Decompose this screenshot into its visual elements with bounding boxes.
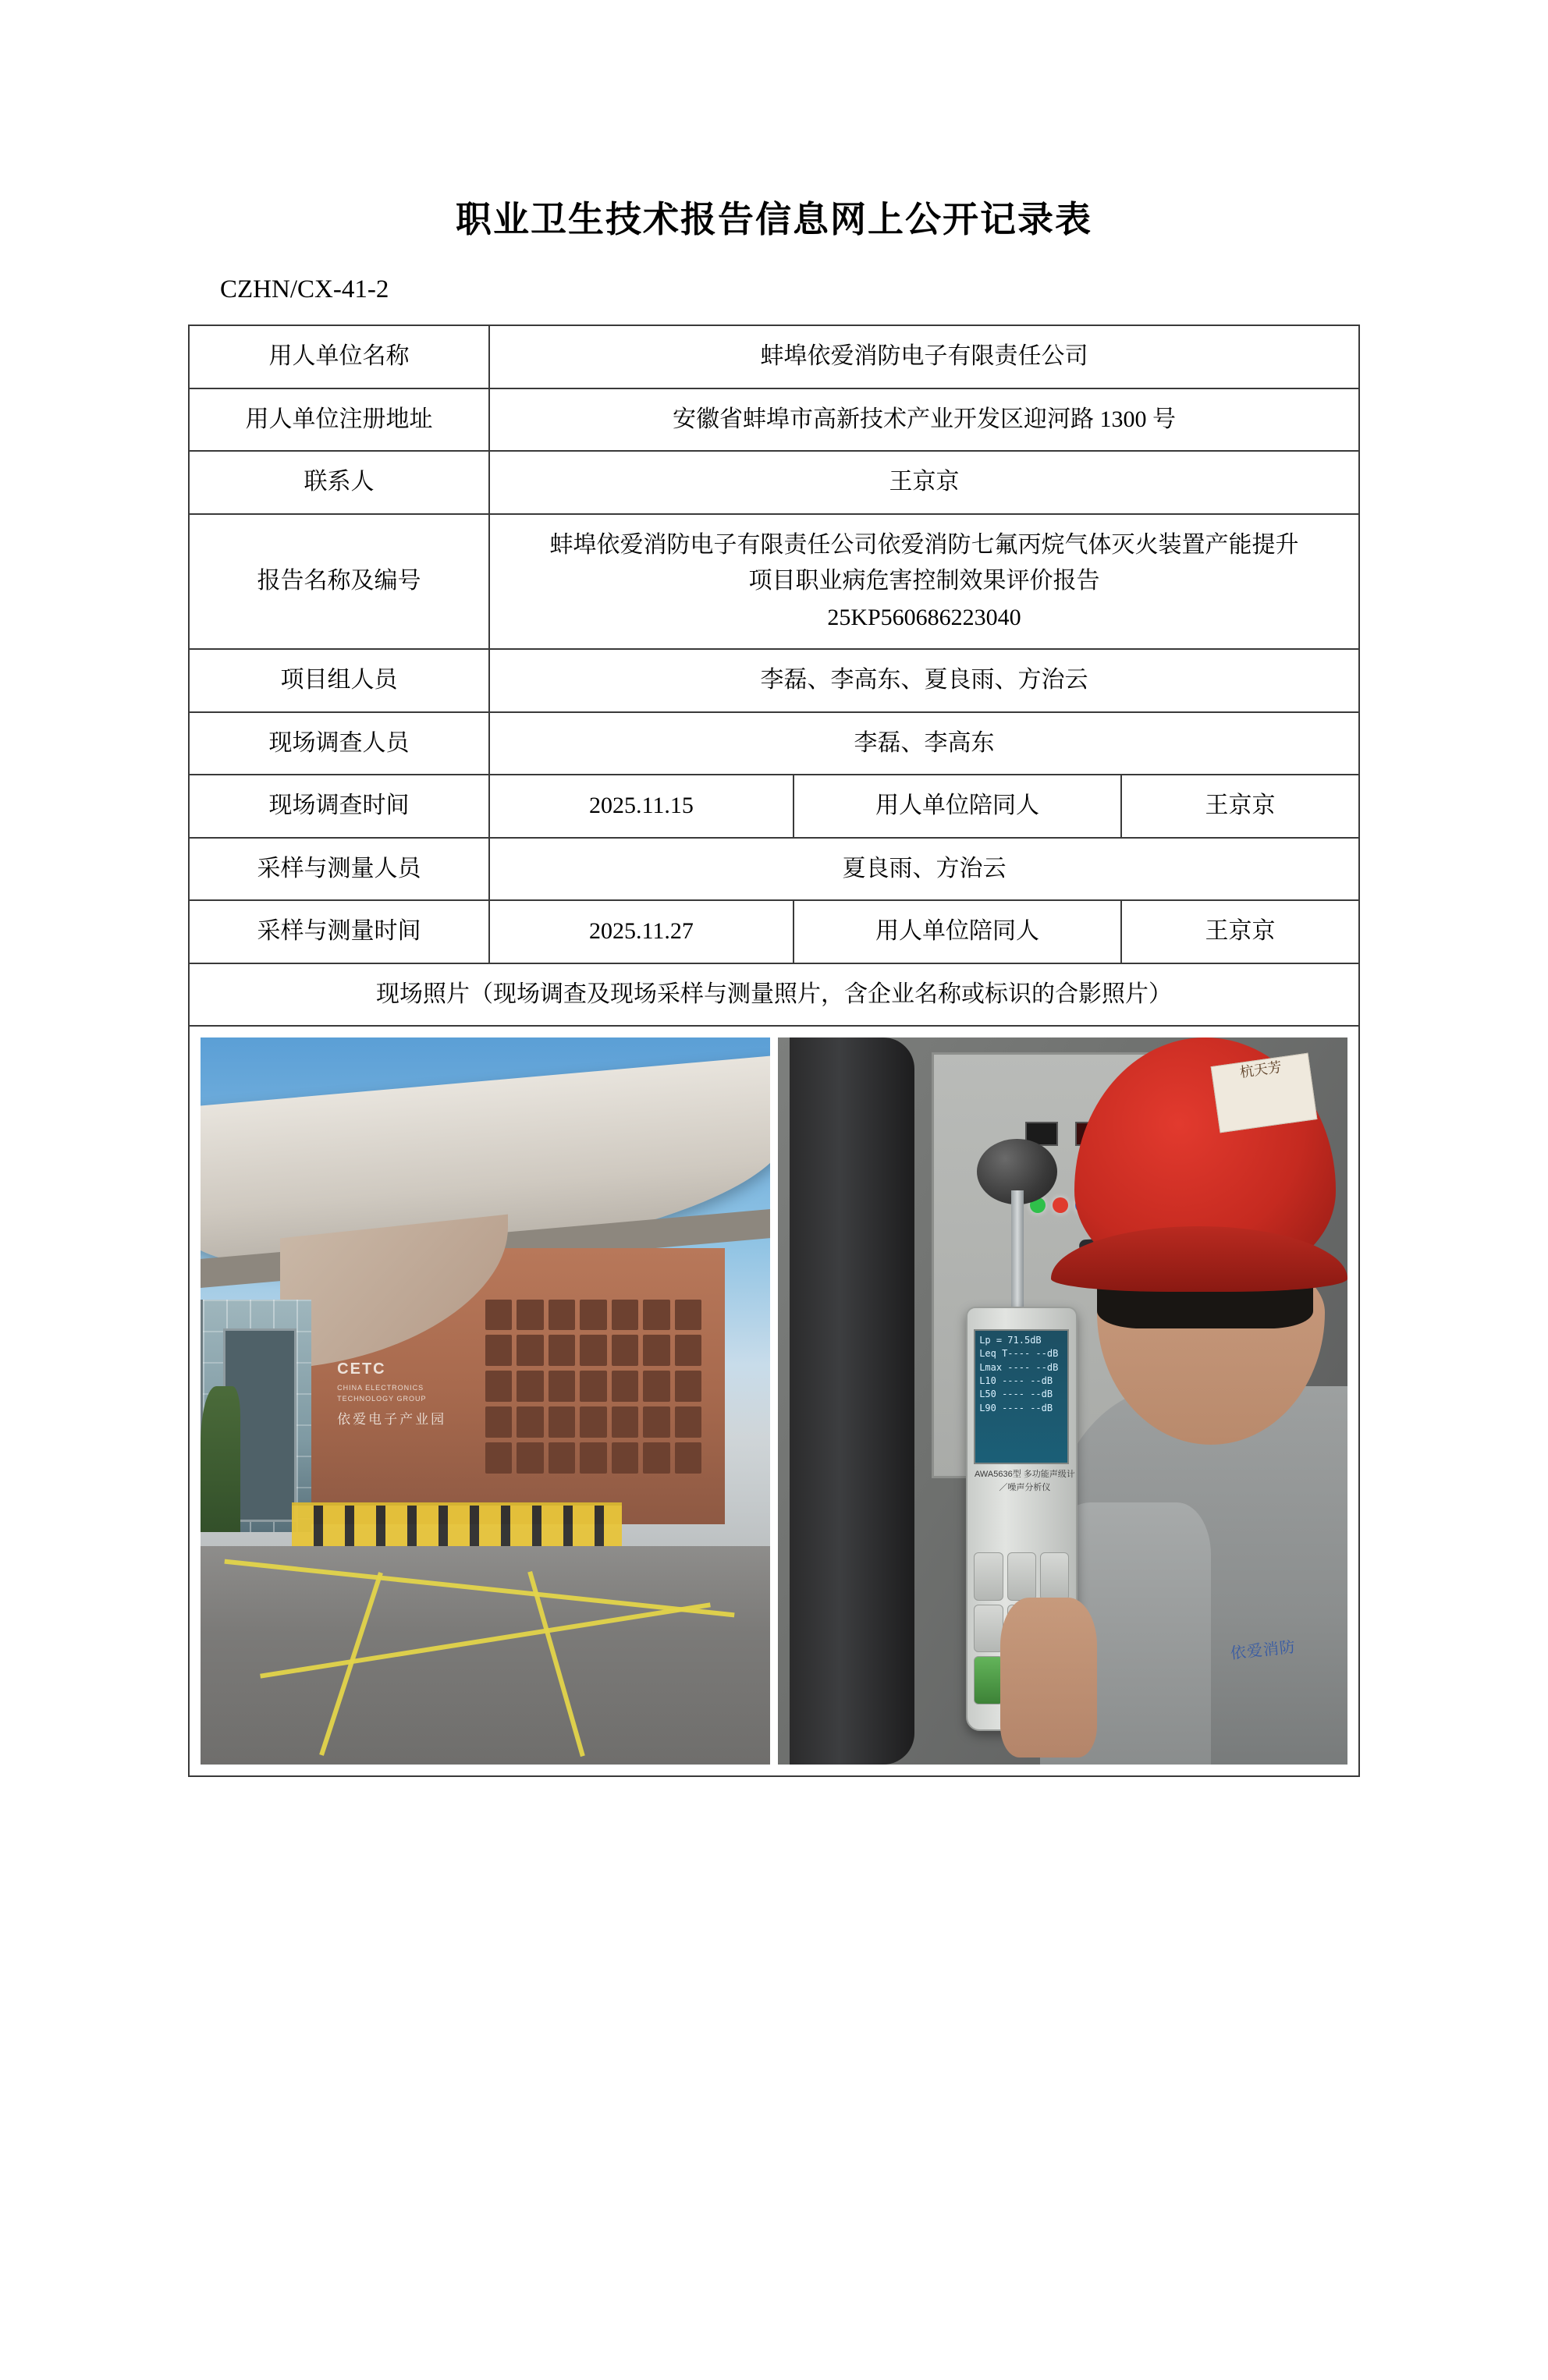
table-row [189, 900, 1359, 963]
sampling-measurement-photo [778, 1037, 1347, 1765]
table-row [189, 514, 1359, 650]
signage-brand: CETC [337, 1360, 386, 1378]
worker-hand [1000, 1598, 1097, 1758]
row-label-report-name: 报告名称及编号 [189, 514, 489, 650]
indicator-light-red [1053, 1197, 1068, 1213]
table-row [189, 451, 1359, 514]
photos-container [190, 1027, 1358, 1775]
table-row [189, 712, 1359, 775]
photos-cell [189, 1026, 1359, 1776]
signage-brand-sub: CHINA ELECTRONICS TECHNOLOGY GROUP [337, 1384, 427, 1403]
row-value-employer-address: 安徽省蚌埠市高新技术产业开发区迎河路 1300 号 [489, 388, 1359, 452]
row-value-survey-escort: 王京京 [1121, 775, 1359, 838]
meter-key[interactable] [974, 1605, 1003, 1653]
row-label-survey-staff: 现场调查人员 [189, 712, 489, 775]
table-row [189, 838, 1359, 901]
row-value-survey-staff: 李磊、李高东 [489, 712, 1359, 775]
row-label-project-team: 项目组人员 [189, 649, 489, 712]
helmet-name-label: 杭天芳 [1211, 1053, 1318, 1133]
table-row-photos [189, 1026, 1359, 1776]
meter-key[interactable] [1007, 1552, 1036, 1601]
meter-reading-lmax: Lmax ---- --dB [979, 1361, 1059, 1373]
table-row [189, 649, 1359, 712]
report-number: 25KP560686223040 [827, 604, 1021, 630]
road-marking [225, 1559, 735, 1617]
dark-pillar [790, 1037, 915, 1765]
row-value-survey-date: 2025.11.15 [489, 775, 794, 838]
row-label-contact: 联系人 [189, 451, 489, 514]
meter-reading-lp: Lp = 71.5dB [979, 1334, 1042, 1346]
meter-reading-leq: Leq T---- --dB [979, 1348, 1059, 1360]
meter-reading-l90: L90 ---- --dB [979, 1402, 1053, 1413]
meter-key[interactable] [1040, 1552, 1069, 1601]
meter-key[interactable] [974, 1552, 1003, 1601]
uniform-logo: 依爱消防 [1230, 1638, 1298, 1662]
site-survey-photo [201, 1037, 770, 1765]
row-label-sampling-date: 采样与测量时间 [189, 900, 489, 963]
facade-perforations [485, 1300, 701, 1474]
meter-display [974, 1329, 1069, 1464]
meter-reading-l50: L50 ---- --dB [979, 1389, 1053, 1400]
row-value-contact: 王京京 [489, 451, 1359, 514]
row-value-sampling-escort: 王京京 [1121, 900, 1359, 963]
photos-section-title: 现场照片（现场调查及现场采样与测量照片，含企业名称或标识的合影照片） [189, 963, 1359, 1027]
row-value-project-team: 李磊、李高东、夏良雨、方治云 [489, 649, 1359, 712]
table-row [189, 325, 1359, 388]
row-value-report-name [489, 514, 1359, 650]
road-marking [260, 1602, 711, 1678]
meter-key-start[interactable] [974, 1656, 1003, 1704]
row-label-sampling-staff: 采样与测量人员 [189, 838, 489, 901]
table-row [189, 775, 1359, 838]
row-value-employer-name: 蚌埠依爱消防电子有限责任公司 [489, 325, 1359, 388]
row-value-sampling-date: 2025.11.27 [489, 900, 794, 963]
ground-pavement [201, 1546, 770, 1765]
document-code: CZHN/CX-41-2 [220, 275, 389, 303]
row-value-sampling-staff: 夏良雨、方治云 [489, 838, 1359, 901]
table-row-photos-header [189, 963, 1359, 1027]
page-title: 职业卫生技术报告信息网上公开记录表 [456, 200, 1092, 239]
signage-chinese: 依爱电子产业园 [337, 1411, 447, 1427]
microphone-stem [1011, 1190, 1024, 1321]
company-signage [337, 1357, 463, 1430]
meter-model-label: AWA5636型 多功能声级计／噪声分析仪 [974, 1470, 1075, 1493]
row-label-survey-escort: 用人单位陪同人 [794, 775, 1121, 838]
table-row [189, 388, 1359, 452]
row-label-survey-date: 现场调查时间 [189, 775, 489, 838]
record-table [188, 325, 1360, 1777]
greenery [201, 1386, 240, 1531]
report-name-line-2: 项目职业病危害控制效果评价报告 [748, 568, 1100, 594]
row-label-employer-address: 用人单位注册地址 [189, 388, 489, 452]
row-label-sampling-escort: 用人单位陪同人 [794, 900, 1121, 963]
report-name-line-1: 蚌埠依爱消防电子有限责任公司依爱消防七氟丙烷气体灭火装置产能提升 [549, 531, 1299, 558]
meter-reading-l10: L10 ---- --dB [979, 1375, 1053, 1387]
document-page [0, 191, 1548, 2380]
row-label-employer-name: 用人单位名称 [189, 325, 489, 388]
